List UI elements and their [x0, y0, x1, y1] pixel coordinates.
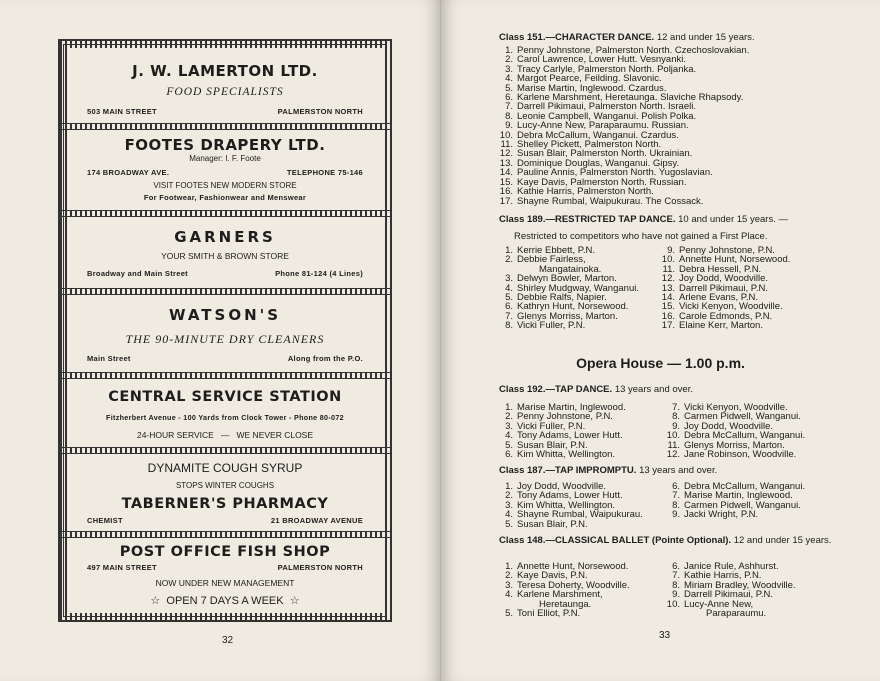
entry-text: Debbie Ralfs, Napier. — [517, 292, 607, 304]
entry-number: 3. — [505, 579, 513, 591]
class-148-entries-col1 — [499, 562, 630, 618]
entry-text: Delwyn Bowler, Marton. — [517, 273, 617, 285]
entry-text: Shirley Mudgway, Wanganui. — [517, 282, 639, 294]
list-item — [499, 321, 639, 330]
entry-number: 5. — [505, 439, 513, 451]
entry-text: Vicki Fuller, P.N. — [517, 320, 586, 332]
entry-number: 2. — [505, 411, 513, 423]
entry-text: Tony Adams, Lower Hutt. — [517, 490, 623, 502]
entry-number: 11. — [662, 263, 675, 275]
entry-text: Vicki Kenyon, Woodville. — [679, 301, 783, 313]
entry-number: 9. — [505, 120, 513, 132]
entry-text: Susan Blair, P.N. — [517, 518, 588, 530]
class-187-detail: 13 years and over. — [639, 465, 718, 476]
garners-title: GARNERS — [174, 228, 276, 246]
ad-separator — [60, 123, 390, 130]
entry-text: Debra McCallum, Wanganui. — [684, 430, 806, 442]
entry-text: Annette Hunt, Norsewood. — [517, 561, 629, 572]
page-number-right: 33 — [659, 630, 671, 641]
entry-number: 9. — [672, 420, 680, 432]
entry-text: Toni Elliot, P.N. — [517, 608, 581, 620]
ads-panel — [67, 48, 383, 613]
ad-separator — [60, 531, 390, 538]
entry-text: Susan Blair, P.N. — [517, 439, 588, 451]
entry-number: 11. — [667, 439, 680, 451]
entry-text: Shayne Rumbal, Waipukurau. The Cossack. — [517, 195, 704, 207]
class-187-heading — [499, 465, 844, 476]
entry-text: Annette Hunt, Norsewood. — [679, 254, 791, 266]
entry-number: 9. — [672, 509, 680, 521]
entry-number: 6. — [672, 481, 680, 492]
central-title: CENTRAL SERVICE STATION — [108, 389, 342, 405]
venue-heading: Opera House — 1.00 p.m. — [576, 355, 745, 371]
entry-text: Debra Hessell, P.N. — [679, 263, 762, 275]
entry-text: Jane Robinson, Woodville. — [684, 449, 797, 461]
entry-number: 2. — [505, 54, 513, 66]
entry-number: 2. — [505, 570, 513, 582]
entry-number: 4. — [505, 73, 513, 85]
garners-address-row — [87, 269, 363, 278]
entry-number: 7. — [672, 402, 680, 413]
star-icon: ☆ — [150, 595, 161, 607]
entry-text: Janice Rule, Ashhurst. — [684, 561, 779, 572]
footes-line2: For Footwear, Fashionwear and Menswear — [143, 193, 307, 202]
entry-number: 2. — [505, 490, 513, 502]
central-dash: — — [220, 430, 230, 440]
entry-text: Penny Johnstone, P.N. — [679, 245, 775, 256]
taberner-address-row — [87, 516, 363, 525]
entry-number: 6. — [505, 449, 513, 461]
entry-text: Kathryn Hunt, Norsewood. — [517, 301, 629, 313]
entry-text: Penny Johnstone, Palmerston North. Czechoslovakian. — [517, 45, 750, 56]
entry-text: Kathie Harris, P.N. — [684, 570, 762, 582]
class-192-heading — [499, 384, 844, 395]
entry-number: 12. — [499, 148, 513, 160]
entry-text: Carol Lawrence, Lower Hutt. Vesnyanki. — [517, 54, 686, 66]
entry-number: 3. — [505, 420, 513, 432]
entry-number: 5. — [505, 518, 513, 530]
central-service: 24-HOUR SERVICE — [136, 430, 214, 440]
entry-number: 11. — [500, 139, 513, 151]
fish-line2: OPEN 7 DAYS A WEEK — [166, 595, 284, 607]
entry-number: 10. — [666, 598, 680, 610]
entry-number: 5. — [505, 82, 513, 94]
taberner-address: 21 BROADWAY AVENUE — [270, 516, 363, 525]
class-187-entries-col2 — [666, 482, 805, 520]
entry-text: Mangatainoka. — [539, 263, 602, 275]
entry-number: 4. — [505, 282, 513, 294]
entry-text: Debra McCallum, Wanganui. Czardus. — [517, 129, 679, 141]
entry-text: Vicki Fuller, P.N. — [517, 420, 586, 432]
entry-number: 5. — [505, 292, 513, 304]
entry-text: Debra McCallum, Wanganui. — [684, 481, 806, 492]
entry-text: Joy Dodd, Woodville. — [684, 420, 774, 432]
list-item — [499, 520, 643, 529]
entry-number: 17. — [661, 320, 675, 332]
list-item — [499, 450, 626, 459]
entry-number: 9. — [672, 589, 680, 601]
entry-number: 14. — [499, 167, 513, 179]
entry-text: Tracy Carlyle, Palmerston North. Poljanka. — [517, 63, 697, 75]
entry-number: 15. — [661, 301, 675, 313]
watsons-address-row — [87, 354, 363, 363]
ad-separator — [60, 447, 390, 454]
entry-number: 10. — [661, 254, 675, 266]
fish-title: POST OFFICE FISH SHOP — [119, 544, 331, 560]
entry-number: 13. — [661, 282, 675, 294]
entry-text: Darrell Pikimaui, P.N. — [679, 282, 769, 294]
entry-number: 7. — [505, 101, 513, 113]
ads-border-frame — [58, 39, 392, 622]
ad-separator — [60, 288, 390, 295]
entry-number: 1. — [505, 561, 513, 572]
right-page-programme — [441, 0, 880, 681]
entry-number: 7. — [672, 570, 680, 582]
entry-number: 7. — [672, 490, 680, 502]
footes-address: 174 BROADWAY AVE. — [87, 168, 170, 177]
entry-number: 4. — [505, 589, 513, 601]
class-192-detail: 13 years and over. — [614, 384, 693, 395]
list-item — [666, 450, 805, 459]
class-189-entries-col2 — [661, 246, 790, 331]
entry-text: Carmen Pidwell, Wanganui. — [684, 411, 801, 423]
entry-text: Glenys Morriss, Marton. — [684, 439, 785, 451]
entry-number: 6. — [505, 92, 513, 104]
taberner-title: TABERNER'S PHARMACY — [121, 496, 329, 512]
entry-text: Vicki Kenyon, Woodville. — [684, 402, 788, 413]
entry-number: 1. — [505, 45, 513, 56]
garners-line1: YOUR SMITH & BROWN STORE — [161, 251, 289, 261]
class-148-detail: 12 and under 15 years. — [733, 535, 832, 546]
central-service-row — [67, 430, 383, 440]
class-187-entries-col1 — [499, 482, 643, 529]
lamerton-address-row — [87, 107, 363, 116]
entry-text: Elaine Kerr, Marton. — [679, 320, 763, 332]
fish-address: 497 MAIN STREET — [87, 563, 157, 572]
lamerton-title: J. W. LAMERTON LTD. — [132, 62, 318, 80]
footes-manager: Manager: I. F. Foote — [189, 154, 261, 163]
entry-text: Karlene Marshment, — [517, 589, 603, 601]
entry-text: Kathie Harris, Palmerston North. — [517, 186, 654, 198]
entry-text: Kim Whitta, Wellington. — [517, 449, 616, 461]
entry-number: 8. — [672, 499, 680, 511]
star-icon: ☆ — [289, 595, 300, 607]
entry-number: 7. — [505, 310, 513, 322]
entry-number: 1. — [505, 481, 513, 492]
entry-number: 6. — [672, 561, 680, 572]
entry-number: 8. — [505, 320, 513, 332]
fish-address-row — [87, 563, 363, 572]
entry-number: 4. — [505, 430, 513, 442]
entry-number: 3. — [505, 273, 513, 285]
entry-number — [666, 609, 684, 618]
footes-line1: VISIT FOOTES NEW MODERN STORE — [153, 181, 297, 190]
entry-text: Darrell Pikimaui, P.N. — [684, 589, 774, 601]
entry-number: 3. — [505, 63, 513, 75]
entry-text: Marise Martin, Inglewood. Czardus. — [517, 82, 667, 94]
entry-number: 9. — [667, 245, 675, 256]
taberner-label: CHEMIST — [87, 516, 123, 525]
list-item — [499, 609, 630, 618]
entry-text: Debbie Fairless, — [517, 254, 586, 266]
class-192-entries-col1 — [499, 403, 626, 459]
entry-text: Carole Edmonds, P.N. — [679, 310, 773, 322]
entry-number: 8. — [505, 110, 513, 122]
garners-address: Broadway and Main Street — [87, 269, 188, 278]
central-address: Fitzherbert Avenue - 100 Yards from Clock Tower - Phone 80-072 — [106, 413, 344, 422]
class-189-detail: 10 and under 15 years. — — [678, 214, 788, 225]
entry-number: 4. — [505, 509, 513, 521]
entry-number: 14. — [661, 292, 675, 304]
watsons-title: WATSON'S — [168, 306, 282, 324]
entry-text: Susan Blair, Palmerston North. Ukrainian. — [517, 148, 693, 160]
class-189-heading — [499, 214, 844, 225]
class-148-heading — [499, 535, 839, 546]
entry-text: Lucy-Anne New, Paraparaumu. Russian. — [517, 120, 689, 132]
class-189-label: Class 189.—RESTRICTED TAP DANCE. — [499, 214, 676, 225]
lamerton-city: PALMERSTON NORTH — [277, 107, 363, 116]
entry-text: Kim Whitta, Wellington. — [517, 499, 616, 511]
fish-city: PALMERSTON NORTH — [277, 563, 363, 572]
entry-text: Shelley Pickett, Palmerston North. — [517, 139, 662, 151]
garners-phone: Phone 81-124 (4 Lines) — [275, 269, 363, 278]
class-189-note: Restricted to competitors who have not gained a First Place. — [514, 231, 768, 242]
class-151-heading — [499, 32, 844, 43]
entry-text: Penny Johnstone, P.N. — [517, 411, 613, 423]
entry-number: 17. — [499, 195, 513, 207]
page-number-left: 32 — [222, 635, 234, 646]
entry-text: Kaye Davis, P.N. — [517, 570, 588, 582]
entry-text: Margot Pearce, Feilding. Slavonic. — [517, 73, 662, 85]
entry-number: 2. — [505, 254, 513, 266]
entry-text: Kaye Davis, Palmerston North. Russian. — [517, 176, 687, 188]
fish-line1: NOW UNDER NEW MANAGEMENT — [155, 578, 295, 588]
class-187-label: Class 187.—TAP IMPROMPTU. — [499, 465, 637, 476]
entry-text: Joy Dodd, Woodville. — [517, 481, 607, 492]
entry-number: 5. — [505, 608, 513, 620]
class-192-entries-col2 — [666, 403, 805, 459]
class-148-label: Class 148.—CLASSICAL BALLET (Pointe Optional). — [499, 535, 732, 546]
entry-text: Teresa Doherty, Woodville. — [517, 579, 630, 591]
class-192-label: Class 192.—TAP DANCE. — [499, 384, 613, 395]
entry-number: 8. — [672, 411, 680, 423]
entry-text: Shayne Rumbal, Waipukurau. — [517, 509, 643, 521]
entry-number: 15. — [499, 176, 513, 188]
entry-text: Joy Dodd, Woodville. — [679, 273, 769, 285]
entry-text: Kerrie Ebbett, P.N. — [517, 245, 595, 256]
entry-number: 12. — [666, 449, 680, 461]
watsons-location: Along from the P.O. — [287, 354, 363, 363]
entry-number: 12. — [661, 273, 675, 285]
entry-text: Dominique Douglas, Wanganui. Gipsy. — [517, 157, 680, 169]
taberner-slogan: STOPS WINTER COUGHS — [175, 481, 275, 490]
class-151-label: Class 151.—CHARACTER DANCE. — [499, 32, 655, 43]
central-close: WE NEVER CLOSE — [236, 430, 314, 440]
entry-text: Pauline Annis, Palmerston North. Yugoslavian. — [517, 167, 713, 179]
entry-text: Glenys Morriss, Marton. — [517, 310, 618, 322]
entry-text: Heretaunga. — [539, 598, 592, 610]
list-item — [666, 609, 796, 618]
taberner-product: DYNAMITE COUGH SYRUP — [147, 461, 303, 475]
entry-text: Paraparaumu. — [706, 608, 767, 620]
entry-number: 8. — [672, 579, 680, 591]
entry-text: Leonie Campbell, Wanganui. Polish Polka. — [517, 110, 697, 122]
entry-text: Tony Adams, Lower Hutt. — [517, 430, 623, 442]
entry-text: Jacki Wright, P.N. — [684, 509, 759, 521]
entry-text: Lucy-Anne New, — [684, 598, 754, 610]
footes-telephone: TELEPHONE 75-146 — [286, 168, 363, 177]
entry-number: 1. — [505, 245, 513, 256]
footes-title: FOOTES DRAPERY LTD. — [124, 136, 326, 154]
list-item — [499, 197, 749, 206]
entry-text: Darrell Pikimaui, Palmerston North. Israeli. — [517, 101, 696, 113]
entry-number: 16. — [499, 186, 513, 198]
entry-number: 10. — [499, 129, 513, 141]
lamerton-tagline: FOOD SPECIALISTS — [166, 86, 284, 98]
watsons-address: Main Street — [87, 354, 131, 363]
entry-number: 3. — [505, 499, 513, 511]
entry-number: 16. — [661, 310, 675, 322]
lamerton-address: 503 MAIN STREET — [87, 107, 157, 116]
entry-number: 13. — [499, 157, 513, 169]
ad-separator — [60, 372, 390, 379]
entry-number: 10. — [666, 430, 680, 442]
class-189-entries-col1 — [499, 246, 639, 331]
entry-number: 6. — [505, 301, 513, 313]
class-148-entries-col2 — [666, 562, 796, 618]
entry-text: Karlene Marshment, Heretaunga. Slaviche Rhapsody. — [517, 92, 744, 104]
fish-line2-row — [67, 594, 383, 607]
class-151-detail: 12 and under 15 years. — [656, 32, 755, 43]
entry-text: Marise Martin, Inglewood. — [517, 402, 626, 413]
class-151-entries — [499, 46, 749, 206]
ad-separator — [60, 210, 390, 217]
watsons-tagline: THE 90-MINUTE DRY CLEANERS — [125, 332, 325, 346]
list-item — [666, 510, 805, 519]
entry-text: Miriam Bradley, Woodville. — [684, 579, 796, 591]
list-item — [661, 321, 790, 330]
entry-text: Arlene Evans, P.N. — [679, 292, 759, 304]
entry-number: 1. — [505, 402, 513, 413]
entry-text: Marise Martin, Inglewood. — [684, 490, 793, 502]
footes-address-row — [87, 168, 363, 177]
entry-text: Carmen Pidwell, Wanganui. — [684, 499, 801, 511]
